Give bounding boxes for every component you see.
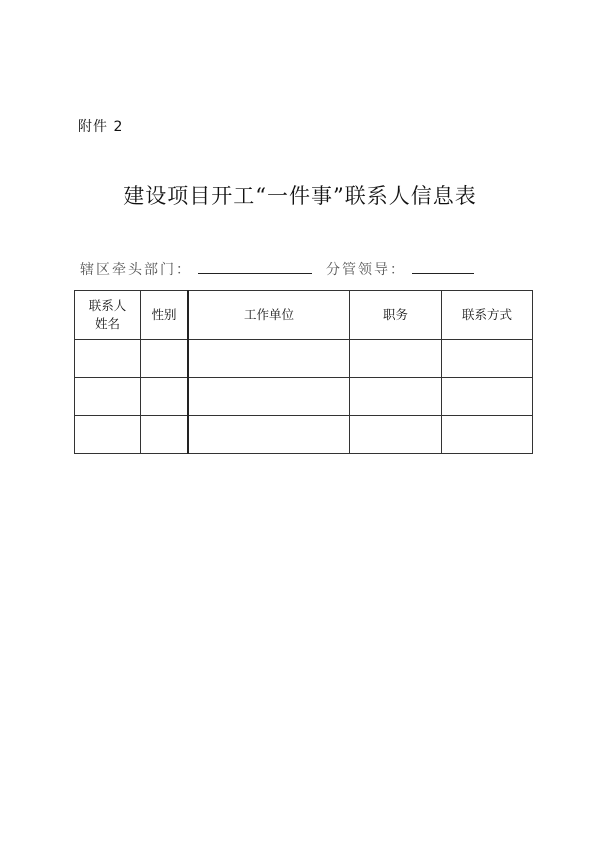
- table-cell[interactable]: [350, 416, 442, 454]
- header-contact-name-line1: 联系人: [88, 298, 127, 313]
- leader-blank[interactable]: [412, 259, 474, 274]
- table-row: [75, 378, 533, 416]
- table-cell[interactable]: [442, 416, 533, 454]
- header-fields: [80, 259, 474, 279]
- attachment-label: 附件 2: [78, 119, 124, 135]
- leader-label: 分管领导：: [326, 262, 406, 278]
- table-cell[interactable]: [442, 378, 533, 416]
- page-title: 建设项目开工“一件事”联系人信息表: [123, 184, 477, 208]
- header-contact-name-line2: 姓名: [94, 316, 120, 331]
- table-cell[interactable]: [141, 378, 189, 416]
- table-cell[interactable]: [75, 378, 141, 416]
- header-contact-name: [75, 291, 141, 340]
- header-position: 职务: [350, 291, 442, 340]
- table-cell[interactable]: [75, 340, 141, 378]
- department-label: 辖区牵头部门：: [80, 262, 192, 278]
- header-gender: 性别: [141, 291, 189, 340]
- table-row: [75, 340, 533, 378]
- table-cell[interactable]: [188, 378, 350, 416]
- header-contact-method: 联系方式: [442, 291, 533, 340]
- table-cell[interactable]: [188, 340, 350, 378]
- table-header-row: [75, 291, 533, 340]
- table-cell[interactable]: [141, 340, 189, 378]
- table-cell[interactable]: [350, 340, 442, 378]
- contact-info-table: [74, 290, 533, 454]
- table-row: [75, 416, 533, 454]
- table-cell[interactable]: [141, 416, 189, 454]
- table-cell[interactable]: [350, 378, 442, 416]
- table-cell[interactable]: [75, 416, 141, 454]
- table-cell[interactable]: [442, 340, 533, 378]
- department-blank[interactable]: [198, 259, 312, 274]
- header-work-unit: 工作单位: [188, 291, 350, 340]
- table-cell[interactable]: [188, 416, 350, 454]
